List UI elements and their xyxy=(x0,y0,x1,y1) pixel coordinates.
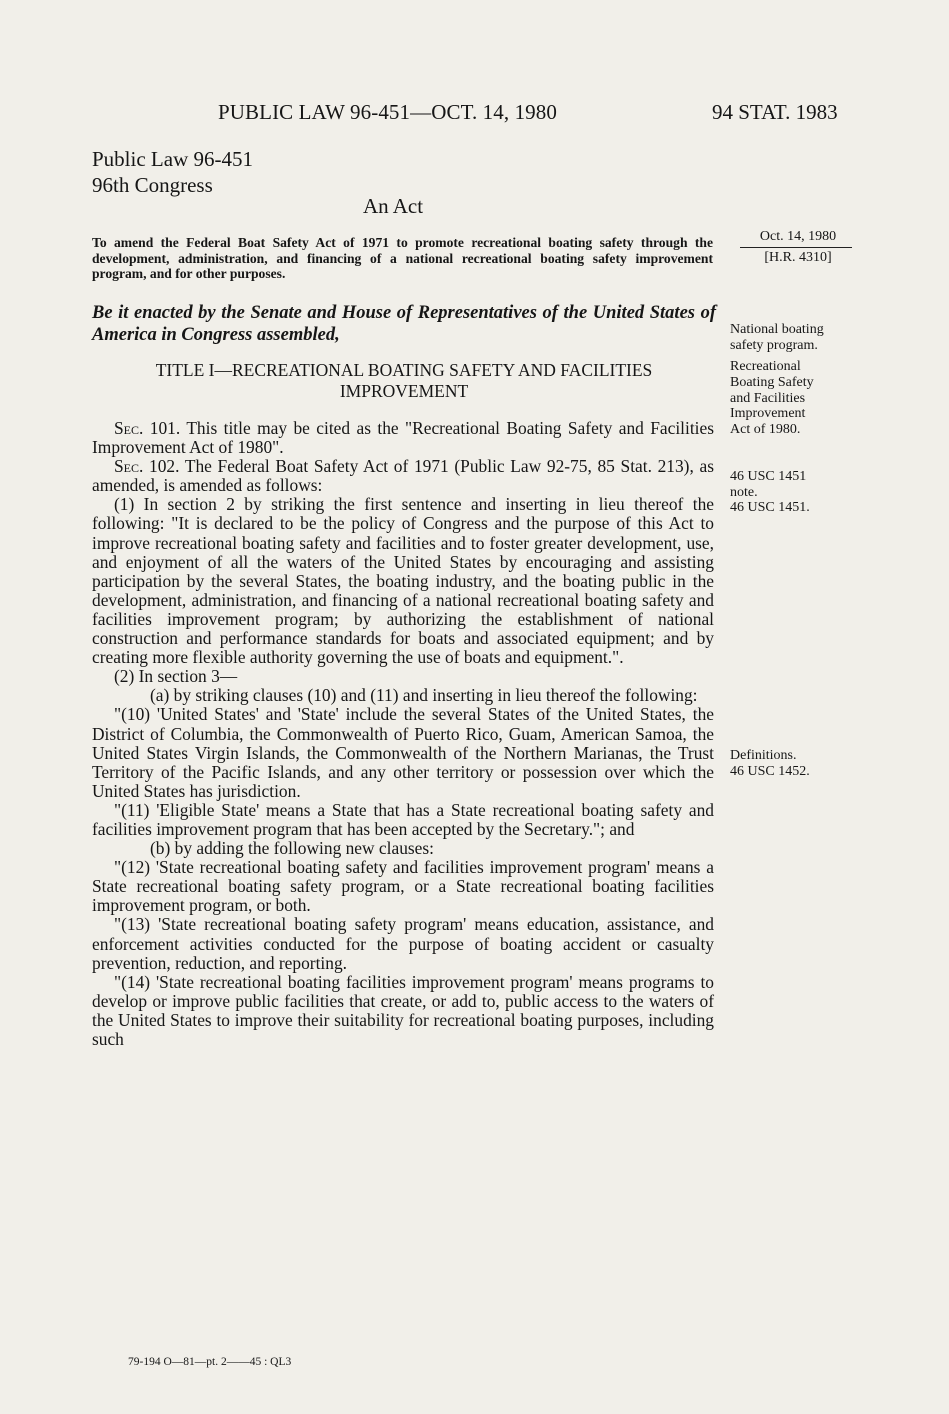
subparagraph-a: (a) by striking clauses (10) and (11) and inserting in lieu thereof the following: xyxy=(150,685,698,706)
section-102 xyxy=(92,457,714,495)
print-footer: 79-194 O—81—pt. 2——45 : QL3 xyxy=(128,1356,292,1368)
paragraph-1: (1) In section 2 by striking the first sentence and inserting in lieu thereof the following: "It is declared to be the policy of Congress and the purpose of this Act to improve recreational boating safety and facilities and to foster greater development, use, and enjoyment of all the waters of the United States by encouraging and assisting participation by the several States, the boating industry, and the boating public in the development, administration, and financing of a national recreational boating safety and facilities improvement program; by authorizing the establishment of national construction and performance standards for boats and associated equipment; and by creating more flexible authority governing the use of boats and equipment.". xyxy=(92,494,714,668)
bleed-through-text xyxy=(710,152,713,168)
section-101 xyxy=(92,419,714,457)
margin-date-note xyxy=(744,229,852,266)
title-heading: TITLE I—RECREATIONAL BOATING SAFETY AND FACILITIES IMPROVEMENT xyxy=(155,360,653,401)
clause-11: "(11) 'Eligible State' means a State that has a State recreational boating safety and facilities improvement program that has been accepted by the Secretary."; and xyxy=(92,799,714,839)
margin-note-definitions: Definitions. xyxy=(730,748,797,763)
margin-note-program: National boating safety program. xyxy=(730,322,824,353)
subparagraph-b: (b) by adding the following new clauses: xyxy=(150,838,434,859)
paragraph-2: (2) In section 3— xyxy=(114,666,238,687)
bill-number: [H.R. 4310] xyxy=(764,249,832,265)
act-heading: An Act xyxy=(363,194,424,218)
clause-12: "(12) 'State recreational boating safety and facilities improvement program' means a State recreational boating safety program, or a State recreational boating facilities improvement program, or both. xyxy=(92,857,714,916)
clause-13: "(13) 'State recreational boating safety program' means education, assistance, and enforcement activities conducted for the purpose of boating accident or casualty prevention, reduction, and reporting. xyxy=(92,914,714,973)
statute-body xyxy=(92,419,714,1049)
statute-page-number: 94 STAT. 1983 xyxy=(712,100,838,124)
enactment-date: Oct. 14, 1980 xyxy=(759,229,837,244)
section-101-text: This title may be cited as the "Recreational Boating Safety and Facilities Improvement Act of 1980". xyxy=(92,418,714,458)
purpose-clause: To amend the Federal Boat Safety Act of 1971 to promote recreational boating safety through the development, administration, and financing of a national recreational boating safety improvement program, and for other purposes. xyxy=(92,235,713,281)
clause-10: "(10) 'United States' and 'State' include the several States of the United States, the District of Columbia, the Commonwealth of Puerto Rico, Guam, American Samoa, the United States Virgin Islands, the Commonwealth of the Northern Marianas, the Trust Territory of the Pacific Islands, and any other territory or possession over which the United States has jurisdiction. xyxy=(92,704,714,801)
running-head: PUBLIC LAW 96-451—OCT. 14, 1980 xyxy=(218,100,557,124)
section-102-label: Sec. 102. xyxy=(114,456,180,477)
margin-note-usc-note: 46 USC 1451 note. xyxy=(730,469,807,500)
clause-14: "(14) 'State recreational boating facilities improvement program' means programs to develop or improve public facilities that create, or add to, public access to the waters of the United States to improve their suitability for recreational boating purposes, including such xyxy=(92,971,714,1049)
margin-note-short-title: Recreational Boating Safety and Facilities Improvement Act of 1980. xyxy=(730,359,814,438)
date-rule xyxy=(740,247,852,248)
public-law-number: Public Law 96-451 xyxy=(92,147,253,171)
section-101-label: Sec. 101. xyxy=(114,418,181,438)
congress-number: 96th Congress xyxy=(92,173,213,197)
margin-note-usc-1451: 46 USC 1451. xyxy=(730,500,810,515)
section-102-text: The Federal Boat Safety Act of 1971 (Public Law 92-75, 85 Stat. 213), as amended, is amended as follows: xyxy=(92,456,714,496)
margin-note-usc-1452: 46 USC 1452. xyxy=(730,764,810,779)
enacting-clause: Be it enacted by the Senate and House of Representatives of the United States of America in Congress assembled, xyxy=(92,303,716,345)
